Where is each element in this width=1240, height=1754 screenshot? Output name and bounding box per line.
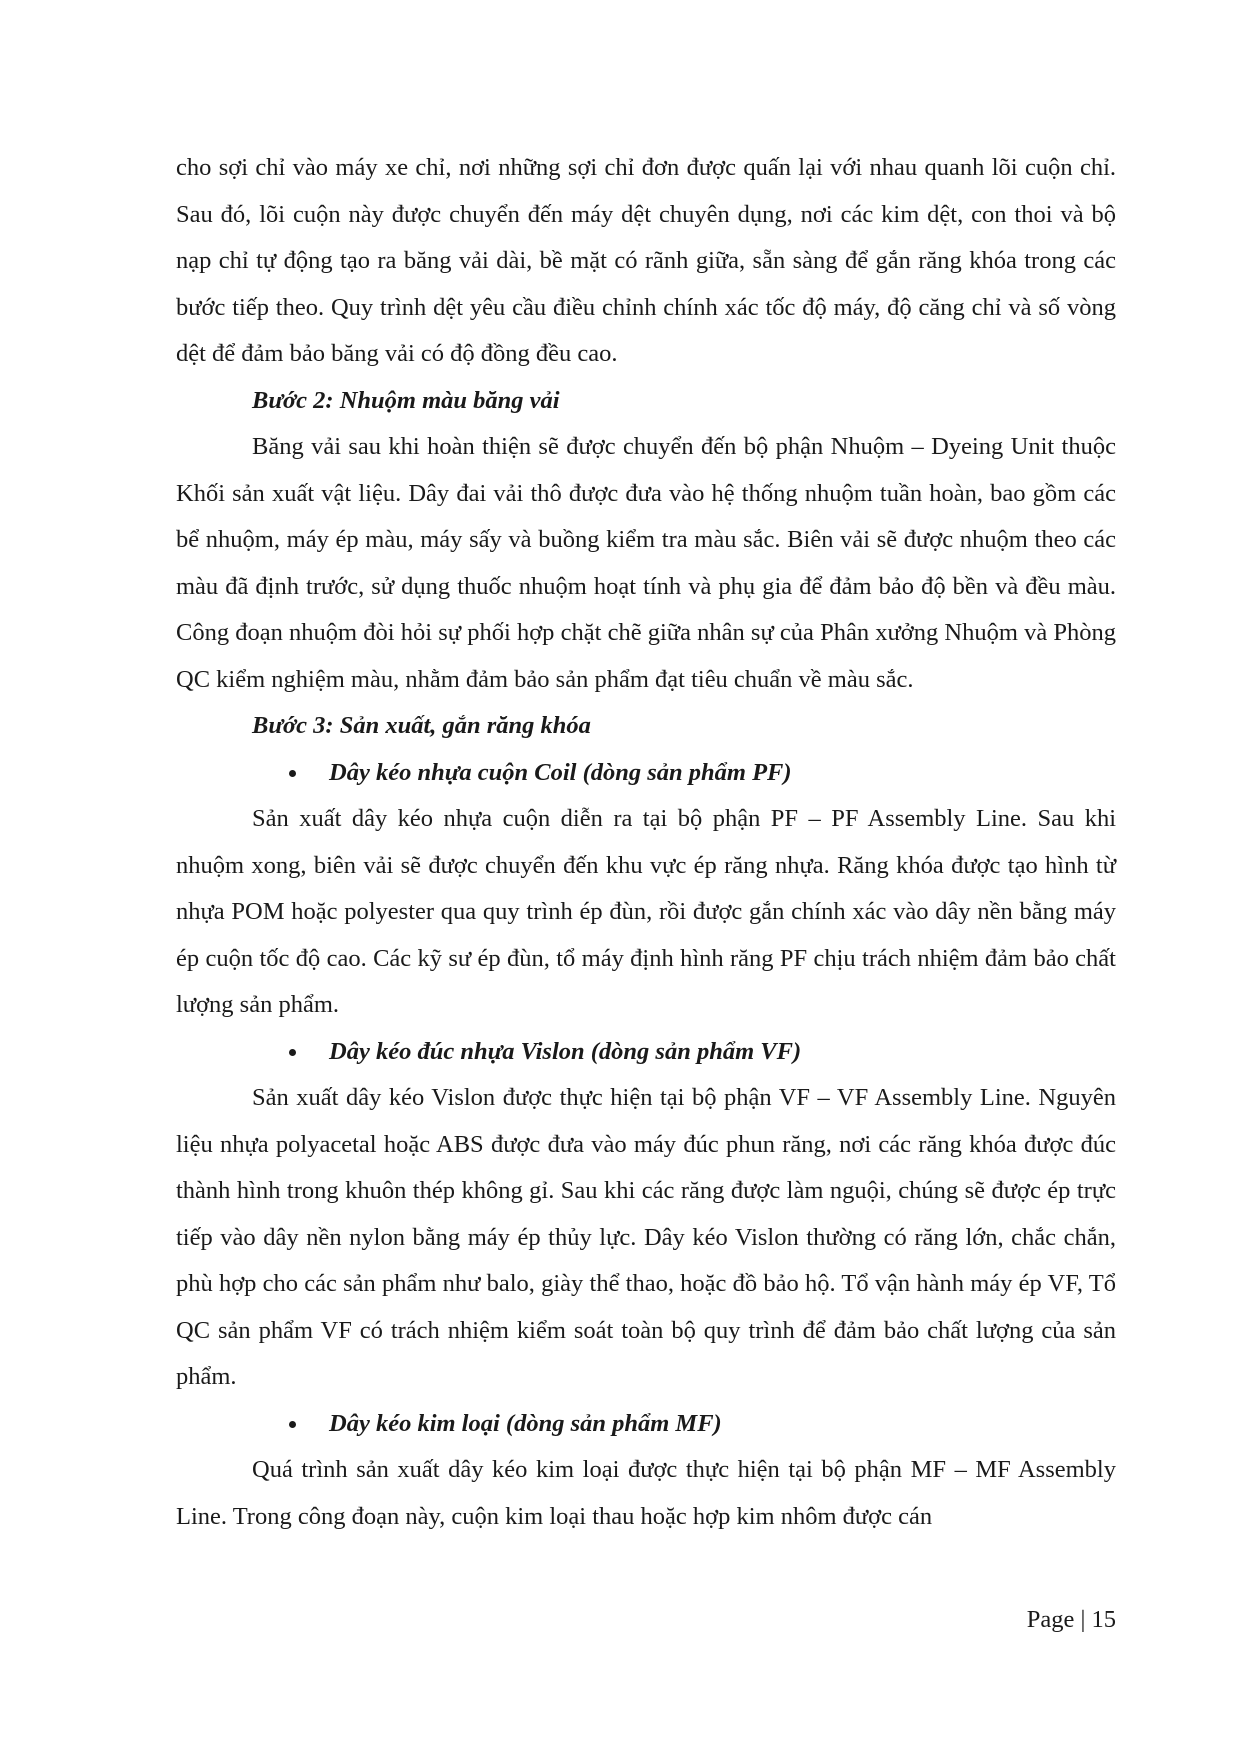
paragraph-pf: Sản xuất dây kéo nhựa cuộn diễn ra tại bộ phận PF – PF Assembly Line. Sau khi nhuộm xong, biên vải sẽ được chuyển đến khu vực ép răng nhựa. Răng khóa được tạo hình từ nhựa POM hoặc polyester qua quy trình ép đùn, rồi được gắn chính xác vào dây nền bằng máy ép cuộn tốc độ cao. Các kỹ sư ép đùn, tổ máy định hình răng PF chịu trách nhiệm đảm bảo chất lượng sản phẩm. <box>176 805 1116 1018</box>
bullet-vf-label: Dây kéo đúc nhựa Vislon (dòng sản phẩm VF) <box>329 1037 802 1065</box>
bullet-mf <box>176 1401 1116 1448</box>
page-number: Page | 15 <box>1026 1606 1116 1633</box>
heading-step-2: Bước 2: Nhuộm màu băng vải <box>252 386 560 414</box>
document-body <box>176 145 1116 1540</box>
bullet-vf <box>176 1029 1116 1076</box>
bullet-mf-label: Dây kéo kim loại (dòng sản phẩm MF) <box>329 1409 722 1437</box>
bullet-pf <box>176 750 1116 797</box>
bullet-dot-icon <box>289 1049 296 1056</box>
bullet-pf-label: Dây kéo nhựa cuộn Coil (dòng sản phẩm PF) <box>329 758 792 786</box>
paragraph-dyeing: Băng vải sau khi hoàn thiện sẽ được chuyển đến bộ phận Nhuộm – Dyeing Unit thuộc Khối sản xuất vật liệu. Dây đai vải thô được đưa vào hệ thống nhuộm tuần hoàn, bao gồm các bể nhuộm, máy ép màu, máy sấy và buồng kiểm tra màu sắc. Biên vải sẽ được nhuộm theo các màu đã định trước, sử dụng thuốc nhuộm hoạt tính và phụ gia để đảm bảo độ bền và đều màu. Công đoạn nhuộm đòi hỏi sự phối hợp chặt chẽ giữa nhân sự của Phân xưởng Nhuộm và Phòng QC kiểm nghiệm màu, nhằm đảm bảo sản phẩm đạt tiêu chuẩn về màu sắc. <box>176 433 1116 693</box>
paragraph-mf: Quá trình sản xuất dây kéo kim loại được thực hiện tại bộ phận MF – MF Assembly Line. Trong công đoạn này, cuộn kim loại thau hoặc hợp kim nhôm được cán <box>176 1456 1116 1530</box>
heading-step-3: Bước 3: Sản xuất, gắn răng khóa <box>252 712 591 739</box>
bullet-dot-icon <box>289 1421 296 1428</box>
bullet-dot-icon <box>289 770 296 777</box>
paragraph-vf: Sản xuất dây kéo Vislon được thực hiện tại bộ phận VF – VF Assembly Line. Nguyên liệu nhựa polyacetal hoặc ABS được đưa vào máy đúc phun răng, nơi các răng khóa được đúc thành hình trong khuôn thép không gỉ. Sau khi các răng được làm nguội, chúng sẽ được ép trực tiếp vào dây nền nylon bằng máy ép thủy lực. Dây kéo Vislon thường có răng lớn, chắc chắn, phù hợp cho các sản phẩm như balo, giày thể thao, hoặc đồ bảo hộ. Tổ vận hành máy ép VF, Tổ QC sản phẩm VF có trách nhiệm kiểm soát toàn bộ quy trình để đảm bảo chất lượng của sản phẩm. <box>176 1084 1116 1390</box>
paragraph-weaving: cho sợi chỉ vào máy xe chỉ, nơi những sợi chỉ đơn được quấn lại với nhau quanh lõi cuộn chỉ. Sau đó, lõi cuộn này được chuyển đến máy dệt chuyên dụng, nơi các kim dệt, con thoi và bộ nạp chỉ tự động tạo ra băng vải dài, bề mặt có rãnh giữa, sẵn sàng để gắn răng khóa trong các bước tiếp theo. Quy trình dệt yêu cầu điều chỉnh chính xác tốc độ máy, độ căng chỉ và số vòng dệt để đảm bảo băng vải có độ đồng đều cao. <box>176 154 1116 367</box>
